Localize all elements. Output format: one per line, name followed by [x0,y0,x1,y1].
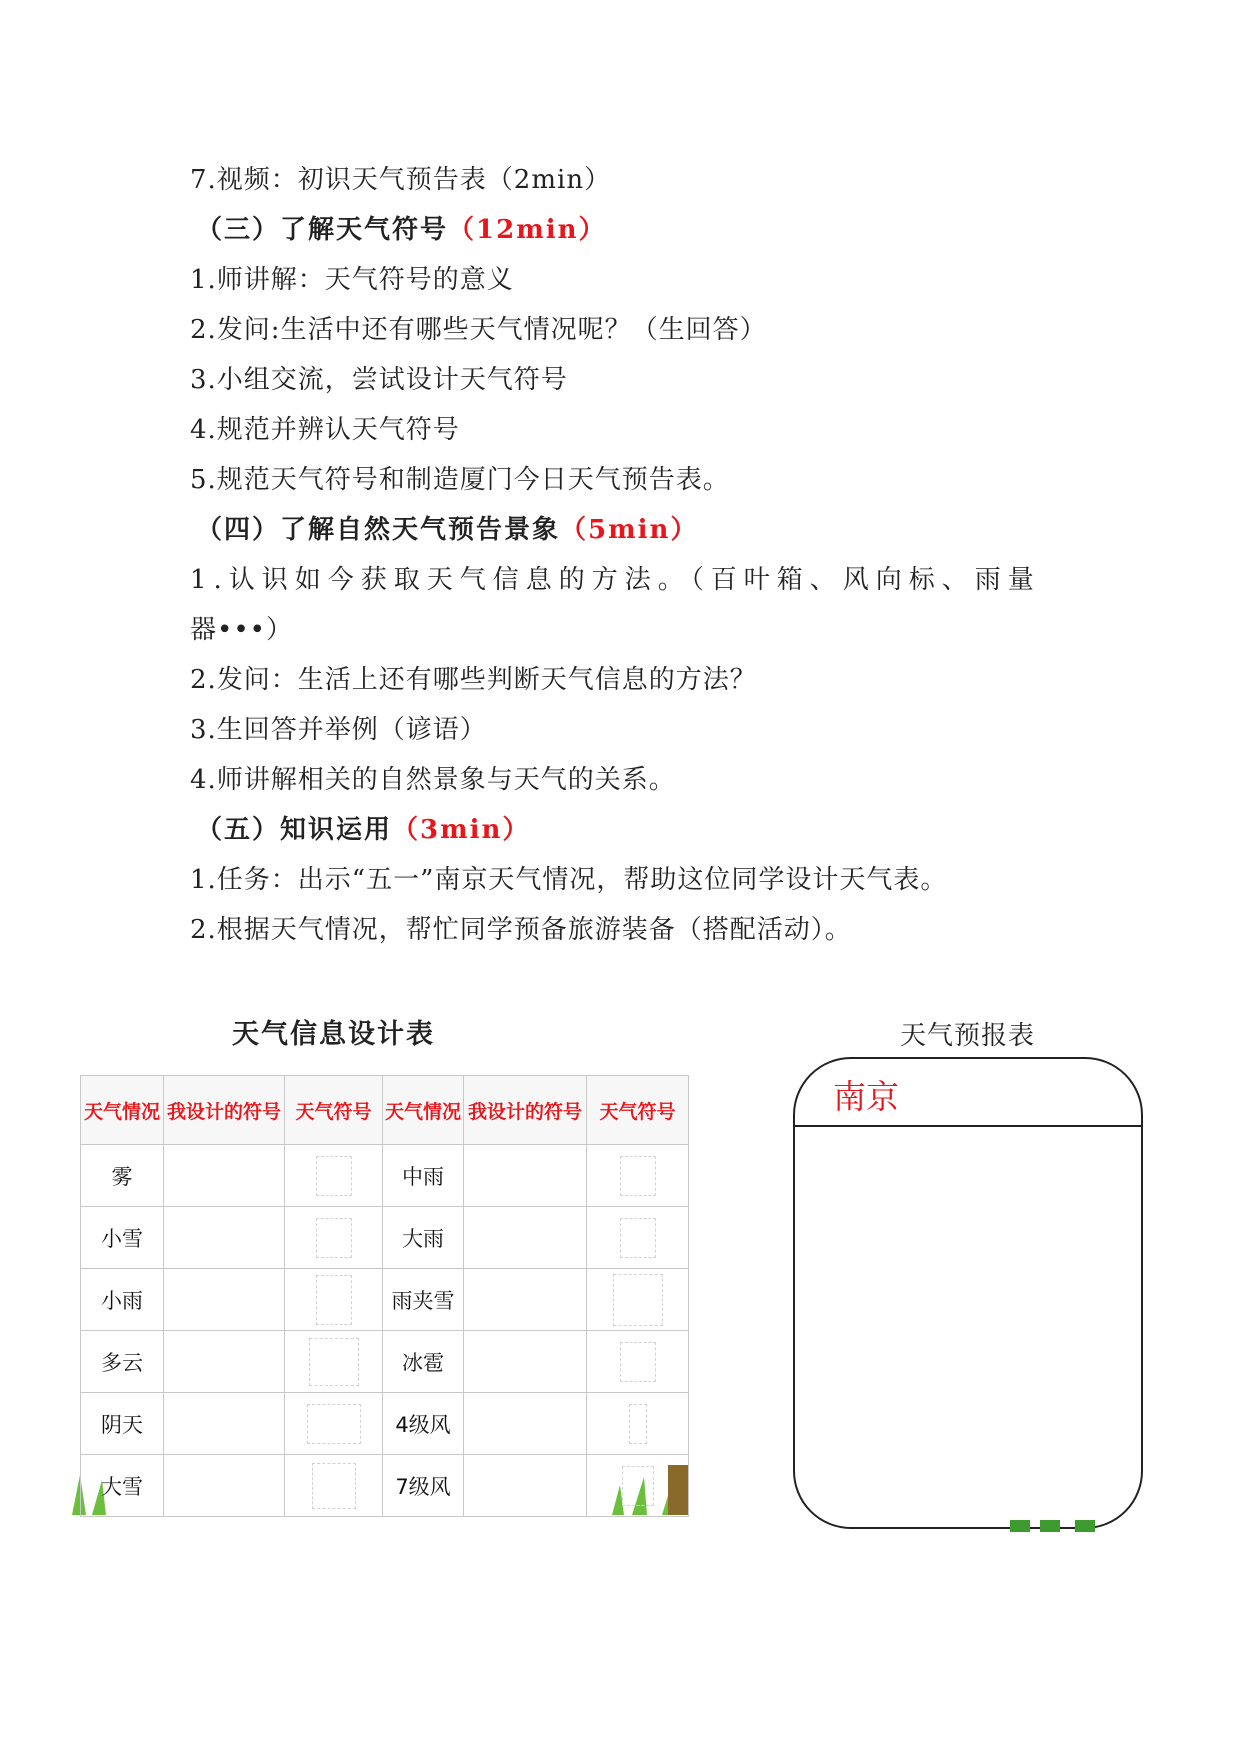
my-symbol-cell[interactable] [464,1269,587,1331]
symbol-placeholder [316,1275,352,1325]
table-row [81,1269,689,1331]
grass-decoration [1010,1520,1030,1532]
section-heading-time: （3min） [392,815,531,845]
weather-condition-cell: 雾 [81,1145,164,1207]
table-row [81,1455,689,1517]
my-symbol-cell[interactable] [464,1393,587,1455]
weather-symbol-cell [587,1393,689,1455]
weather-condition-cell: 冰雹 [383,1331,464,1393]
header-my-symbol: 我设计的符号 [164,1076,285,1145]
weather-condition-cell: 小雪 [81,1207,164,1269]
weather-design-table [80,1075,689,1517]
lesson-line: 7.视频：初识天气预告表（2min） [190,165,612,195]
header-weather-condition: 天气情况 [81,1076,164,1145]
weather-condition-cell: 小雨 [81,1269,164,1331]
lesson-line: 4.规范并辨认天气符号 [190,415,460,445]
weather-symbol-cell [285,1269,383,1331]
weather-condition-cell: 大雨 [383,1207,464,1269]
lesson-line: 2.发问:生活中还有哪些天气情况呢？（生回答） [190,315,767,345]
symbol-placeholder [622,1466,654,1506]
lesson-line: 5.规范天气符号和制造厦门今日天气预告表。 [190,465,730,495]
section-heading-title: （五）知识运用 [196,815,393,845]
header-my-symbol: 我设计的符号 [464,1076,587,1145]
weather-symbol-cell [587,1145,689,1207]
symbol-placeholder [620,1342,656,1382]
lesson-line: 2.根据天气情况，帮忙同学预备旅游装备（搭配活动）。 [190,915,852,945]
my-symbol-cell[interactable] [164,1207,285,1269]
weather-symbol-cell [587,1455,689,1517]
lesson-line: 2.发问：生活上还有哪些判断天气信息的方法？ [190,665,757,695]
my-symbol-cell[interactable] [464,1331,587,1393]
weather-symbol-cell [285,1145,383,1207]
forecast-city: 南京 [833,1077,899,1116]
table-row [81,1145,689,1207]
symbol-placeholder [620,1156,656,1196]
header-weather-condition: 天气情况 [383,1076,464,1145]
section-heading-title: （四）了解自然天气预告景象 [196,515,561,545]
weather-symbol-cell [587,1207,689,1269]
symbol-placeholder [316,1156,352,1196]
weather-condition-cell: 7级风 [383,1455,464,1517]
weather-symbol-cell [285,1207,383,1269]
lesson-line: 1.认识如今获取天气信息的方法。（百叶箱、风向标、雨量 [190,565,1041,595]
grass-decoration [1040,1520,1060,1532]
forecast-divider [795,1125,1141,1127]
grass-decoration [1075,1520,1095,1532]
lesson-line: 1.师讲解：天气符号的意义 [190,265,514,295]
design-table-title: 天气信息设计表 [232,1019,435,1050]
my-symbol-cell[interactable] [464,1145,587,1207]
symbol-placeholder [312,1463,356,1509]
table-header-row [81,1076,689,1145]
forecast-card [793,1057,1143,1529]
lesson-line: 3.小组交流，尝试设计天气符号 [190,365,568,395]
symbol-placeholder [629,1404,647,1444]
weather-condition-cell: 中雨 [383,1145,464,1207]
symbol-placeholder [307,1404,361,1444]
forecast-title: 天气预报表 [900,1021,1036,1051]
lesson-line: 4.师讲解相关的自然景象与天气的关系。 [190,765,676,795]
section-heading [196,213,607,247]
weather-condition-cell: 阴天 [81,1393,164,1455]
weather-symbol-cell [285,1331,383,1393]
weather-symbol-cell [587,1269,689,1331]
weather-condition-cell: 4级风 [383,1393,464,1455]
my-symbol-cell[interactable] [164,1269,285,1331]
weather-symbol-cell [285,1393,383,1455]
symbol-placeholder [309,1338,359,1386]
lesson-line: 器•••） [190,615,294,645]
header-weather-symbol: 天气符号 [587,1076,689,1145]
my-symbol-cell[interactable] [164,1145,285,1207]
lesson-line: 3.生回答并举例（谚语） [190,715,487,745]
weather-symbol-cell [285,1455,383,1517]
weather-condition-cell: 大雪 [81,1455,164,1517]
my-symbol-cell[interactable] [164,1393,285,1455]
my-symbol-cell[interactable] [164,1331,285,1393]
table-row [81,1331,689,1393]
symbol-placeholder [613,1274,663,1326]
symbol-placeholder [620,1218,656,1258]
weather-symbol-cell [587,1331,689,1393]
weather-condition-cell: 多云 [81,1331,164,1393]
lesson-line: 1.任务：出示“五一”南京天气情况，帮助这位同学设计天气表。 [190,865,948,895]
section-heading [196,813,530,847]
my-symbol-cell[interactable] [464,1207,587,1269]
table-row [81,1393,689,1455]
symbol-placeholder [316,1218,352,1258]
section-heading-time: （12min） [448,215,607,245]
weather-condition-cell: 雨夹雪 [383,1269,464,1331]
my-symbol-cell[interactable] [464,1455,587,1517]
my-symbol-cell[interactable] [164,1455,285,1517]
table-row [81,1207,689,1269]
section-heading-title: （三）了解天气符号 [196,215,449,245]
section-heading [196,513,698,547]
section-heading-time: （5min） [560,515,699,545]
header-weather-symbol: 天气符号 [285,1076,383,1145]
